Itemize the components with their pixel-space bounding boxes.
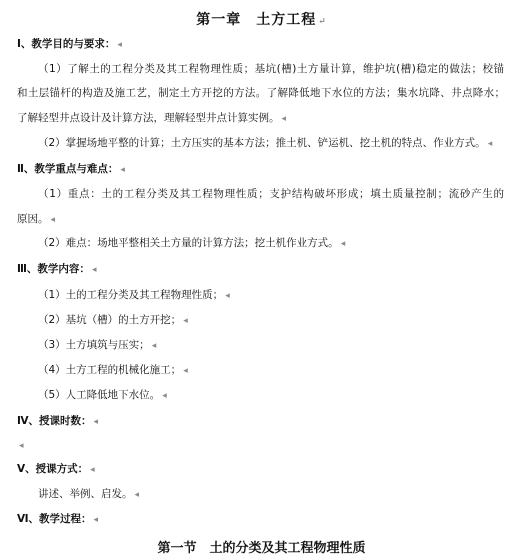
section-5-content (38, 487, 139, 502)
section-5-heading-text: Ⅴ、授课方式： (17, 463, 89, 475)
section-1-title-text: 第一节 土的分类及其工程物理性质 (157, 541, 366, 556)
paragraph-mark-icon: ◂ (487, 139, 493, 149)
section-1-para-1-line-1: （1）了解土的工程分类及其工程物理性质；基坑(槽)土方量计算，维护坑(槽)稳定的做法；校锚 (38, 63, 504, 75)
paragraph-mark-icon: ◂ (340, 239, 346, 249)
section-1-title (0, 537, 523, 556)
paragraph-mark-icon: ◂ (117, 40, 122, 50)
section-3-heading-text: Ⅲ、教学内容： (17, 263, 90, 275)
section-1-para-2-text: （2）掌握场地平整的计算；土方压实的基本方法；推土机、铲运机、挖土机的特点、作业方式。 (38, 137, 486, 149)
section-2-para-2 (38, 236, 345, 251)
paragraph-mark-icon: ◂ (93, 417, 99, 427)
section-3-item-text: （1）土的工程分类及其工程物理性质； (38, 289, 224, 301)
section-5-content-text: 讲述、举例、启发。 (38, 488, 133, 500)
empty-paragraph (17, 438, 24, 453)
paragraph-mark-icon: ◂ (91, 265, 97, 275)
chapter-title-text: 第一章 土方工程 (196, 12, 317, 28)
section-3-item (38, 388, 167, 403)
paragraph-mark-icon: ◂ (183, 366, 188, 376)
paragraph-mark-icon: ◂ (162, 391, 167, 401)
section-3-item-text: （5）人工降低地下水位。 (38, 389, 161, 401)
section-2-para-1-line-2 (17, 212, 55, 227)
paragraph-mark-icon: ◂ (19, 441, 24, 451)
section-3-item (38, 363, 188, 378)
section-3-item (38, 338, 156, 353)
section-6-heading-text: Ⅵ、教学过程： (17, 513, 92, 525)
paragraph-mark-icon: ◂ (120, 165, 125, 175)
section-2-para-2-text: （2）难点：场地平整相关土方量的计算方法；挖土机作业方式。 (38, 237, 339, 249)
paragraph-mark-icon: ◂ (151, 341, 157, 351)
section-6-heading (17, 512, 98, 527)
section-1-para-2 (38, 136, 492, 151)
section-3-item-text: （3）土方填筑与压实； (38, 339, 150, 351)
section-4-heading (17, 414, 98, 429)
section-1-para-1-line-3 (17, 111, 286, 126)
paragraph-mark-icon: ◂ (183, 316, 188, 326)
chapter-title (0, 9, 523, 29)
paragraph-mark-icon: ◂ (50, 215, 56, 225)
section-3-item (38, 313, 188, 328)
paragraph-mark-icon: ↵ (318, 17, 327, 27)
section-2-heading-text: Ⅱ、教学重点与难点： (17, 163, 119, 175)
section-2-para-1-line-1: （1）重点：土的工程分类及其工程物理性质；支护结构破坏形成；填土质量控制；流砂产生的 (38, 188, 504, 200)
section-1-para-1-line-3-text: 了解轻型井点设计及计算方法，理解轻型井点计算实例。 (17, 112, 280, 124)
section-1-heading-text: Ⅰ、教学目的与要求： (17, 38, 116, 50)
paragraph-mark-icon: ◂ (281, 114, 287, 124)
section-4-heading-text: Ⅳ、授课时数： (17, 415, 92, 427)
section-3-item-text: （4）土方工程的机械化施工； (38, 364, 182, 376)
section-3-item-text: （2）基坑（槽）的土方开挖； (38, 314, 182, 326)
section-1-para-1-line-2: 和土层锚杆的构造及施工艺，制定土方开挖的方法。了解降低地下水位的方法；集水坑降、井点降水； (17, 87, 505, 99)
paragraph-mark-icon: ◂ (90, 465, 95, 475)
section-3-item (38, 288, 230, 303)
paragraph-mark-icon: ◂ (134, 490, 140, 500)
paragraph-mark-icon: ◂ (93, 515, 99, 525)
section-1-heading (17, 37, 122, 52)
section-5-heading (17, 462, 95, 477)
section-2-para-1-line-2-text: 原因。 (17, 213, 49, 225)
section-2-heading (17, 162, 125, 177)
section-3-heading (17, 262, 96, 277)
paragraph-mark-icon: ◂ (225, 291, 230, 301)
